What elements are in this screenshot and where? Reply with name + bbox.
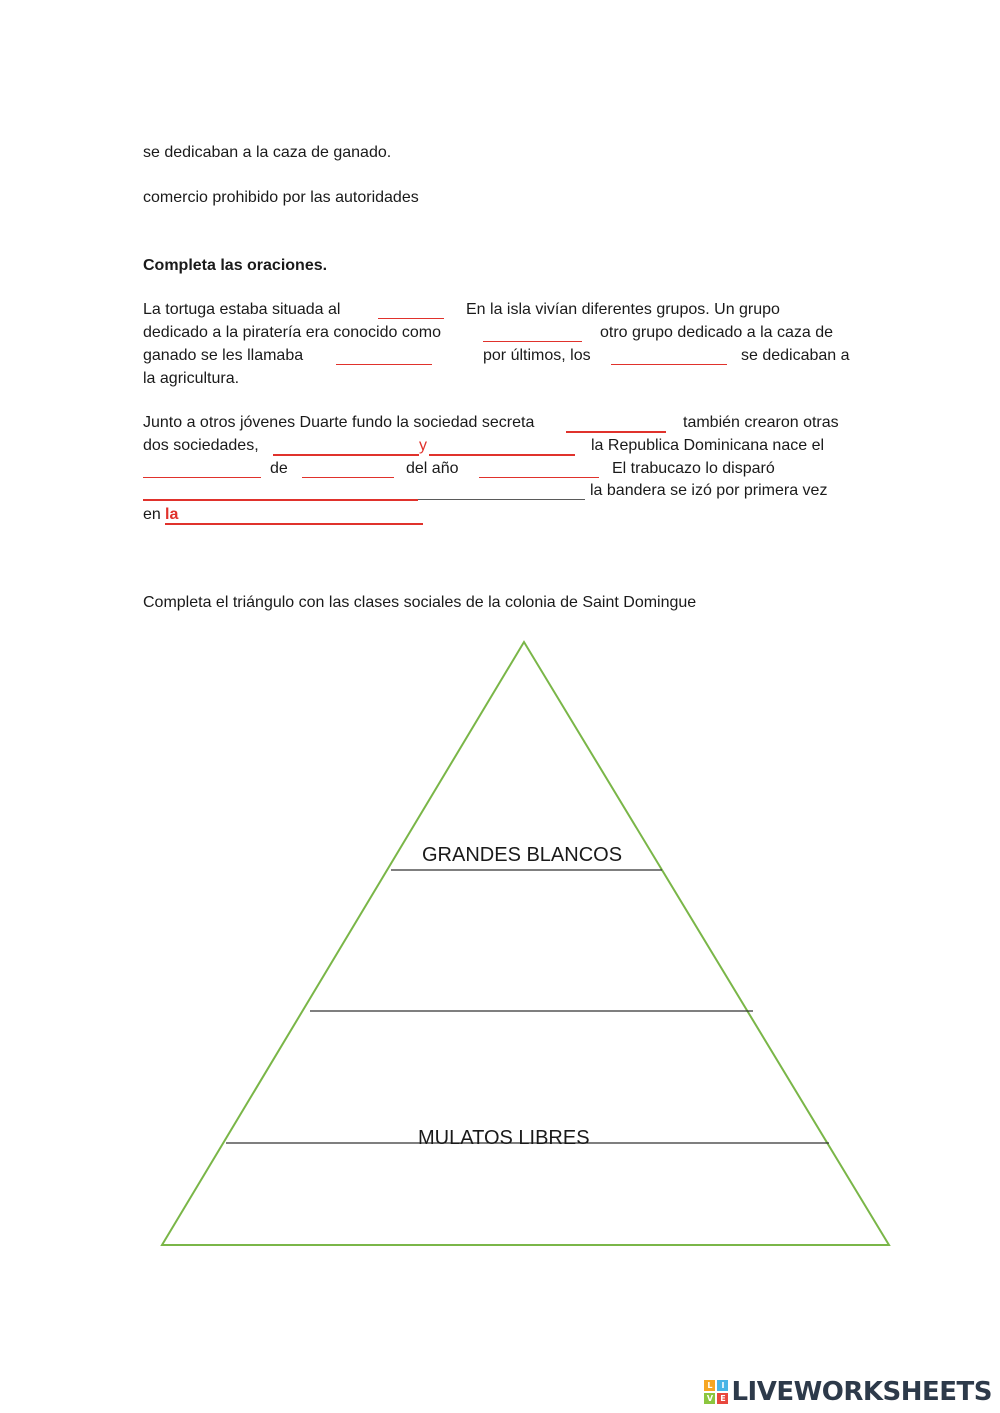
p2-text-a: Junto a otros jóvenes Duarte fundo la sociedad secreta [143,414,535,431]
p2-text-d: la Republica Dominicana nace el [591,437,825,454]
p1-text-e: ganado se les llamaba [143,347,304,364]
p1-text-f: por últimos, los [483,347,591,364]
p2-text-b: también crearon otras [683,414,839,431]
logo-badge-e: E [717,1393,728,1404]
p1-text-h: la agricultura. [143,370,240,387]
pyramid-outline [162,642,889,1245]
line-comercio-prohibido: comercio prohibido por las autoridades [143,189,419,206]
p1-text-d: otro grupo dedicado a la caza de [600,324,834,341]
logo-badge-l: L [704,1380,715,1391]
p2-text-i: en [143,506,161,523]
logo-badge-i: I [717,1380,728,1391]
p1-text-c: dedicado a la piratería era conocido como [143,324,441,341]
triangle-instruction: Completa el triángulo con las clases sociales de la colonia de Saint Domingue [143,594,697,611]
p1-text-a: La tortuga estaba situada al [143,301,341,318]
conjunction-y: y [419,437,427,454]
p2-text-e: de [270,460,288,477]
section-heading: Completa las oraciones. [143,257,328,274]
logo-badge-v: V [704,1393,715,1404]
line-caza-ganado: se dedicaban a la caza de ganado. [143,144,392,161]
p2-text-h: la bandera se izó por primera vez [590,482,828,499]
logo-badge-icon [704,1380,728,1404]
p2-text-g: El trabucazo lo disparó [612,460,775,477]
answer-la: la [165,506,179,523]
liveworksheets-logo [704,1377,992,1407]
p2-text-c: dos sociedades, [143,437,259,454]
logo-wordmark: LIVEWORKSHEETS [731,1377,992,1407]
p1-text-b: En la isla vivían diferentes grupos. Un grupo [466,301,780,318]
pyramid-level-mulatos-libres: MULATOS LIBRES [418,1127,590,1149]
pyramid-level-grandes-blancos: GRANDES BLANCOS [422,844,623,866]
p2-text-f: del año [406,460,459,477]
p1-text-g: se dedicaban a [741,347,850,364]
